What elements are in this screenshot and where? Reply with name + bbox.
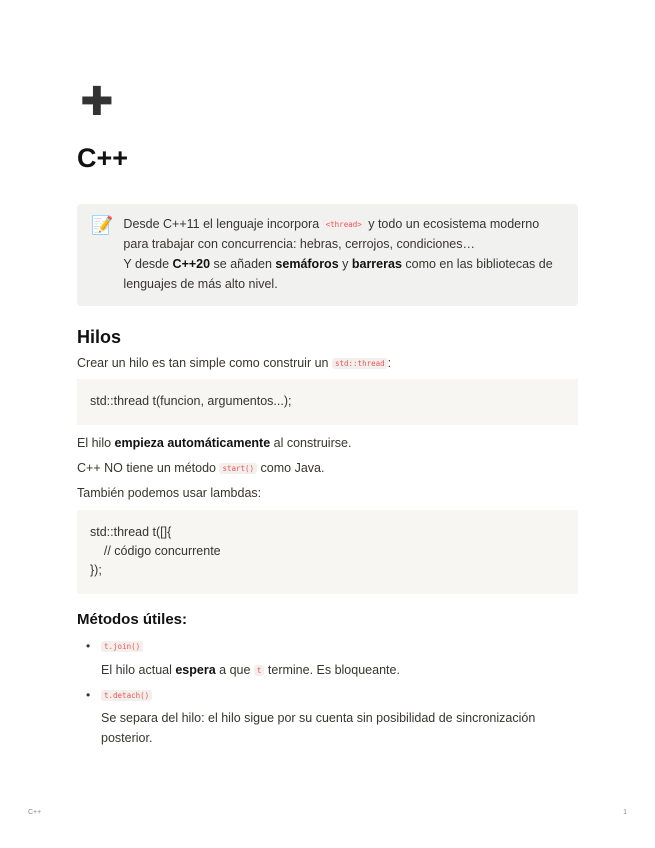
callout-text-part: se añaden <box>210 256 276 271</box>
callout-text-part: Y desde <box>123 256 173 271</box>
bold-text: espera <box>175 662 216 677</box>
inline-code: t.detach() <box>101 690 152 701</box>
callout-text-part: como en las bibliotecas de lenguajes de más alto nivel. <box>123 256 553 291</box>
callout-text <box>123 215 564 294</box>
code-block: std::thread t(funcion, argumentos...); <box>77 379 578 424</box>
list-item <box>77 637 578 680</box>
memo-icon: 📝 <box>91 215 114 236</box>
text-part: C++ NO tiene un método <box>77 460 220 475</box>
inline-code: <thread> <box>323 219 365 230</box>
paragraph <box>77 434 578 453</box>
list-item <box>77 686 578 748</box>
inline-code: start() <box>219 463 257 474</box>
paragraph <box>77 354 578 373</box>
section-heading-metodos: Métodos útiles: <box>77 610 188 628</box>
bold-text: C++20 <box>172 256 211 271</box>
callout-text-part: y todo un ecosistema moderno para trabajar con concurrencia: hebras, cerrojos, condiciones… <box>123 217 540 252</box>
text-part: al construirse. <box>270 435 352 450</box>
inline-code: t <box>254 665 265 676</box>
bullet-icon: • <box>86 688 91 703</box>
bold-text: semáforos <box>275 256 339 271</box>
code-block: std::thread t([]{ // código concurrente }); <box>77 510 578 594</box>
paragraph <box>77 459 578 478</box>
callout <box>77 204 578 306</box>
text-part: como Java. <box>257 460 325 475</box>
bold-text: empieza automáticamente <box>114 435 271 450</box>
text-part: : <box>387 355 392 370</box>
bold-text: barreras <box>351 256 402 271</box>
inline-code: t.join() <box>101 641 143 652</box>
text-part: El hilo actual <box>101 662 176 677</box>
text-part: termine. Es bloqueante. <box>264 662 400 677</box>
methods-list <box>77 637 578 748</box>
callout-line-2 <box>123 255 564 295</box>
document-page <box>77 82 578 754</box>
text-part: Crear un hilo es tan simple como construir un <box>77 355 332 370</box>
page-number: 1 <box>623 809 627 816</box>
page-title: C++ <box>77 143 129 173</box>
text-part: El hilo <box>77 435 115 450</box>
callout-line-1 <box>123 215 564 255</box>
paragraph: También podemos usar lambdas: <box>77 486 262 501</box>
plus-icon: ✚ <box>80 80 114 124</box>
callout-text-part: y <box>338 256 352 271</box>
method-description: Se separa del hilo: el hilo sigue por su cuenta sin posibilidad de sincronización posterior. <box>101 711 536 745</box>
footer-title: C++ <box>28 809 42 816</box>
section-heading-hilos: Hilos <box>77 327 122 348</box>
inline-code: std::thread <box>332 358 388 369</box>
text-part: a que <box>215 662 254 677</box>
bullet-icon: • <box>86 639 91 654</box>
callout-text-part: Desde C++11 el lenguaje incorpora <box>123 217 323 232</box>
method-description <box>101 661 578 680</box>
